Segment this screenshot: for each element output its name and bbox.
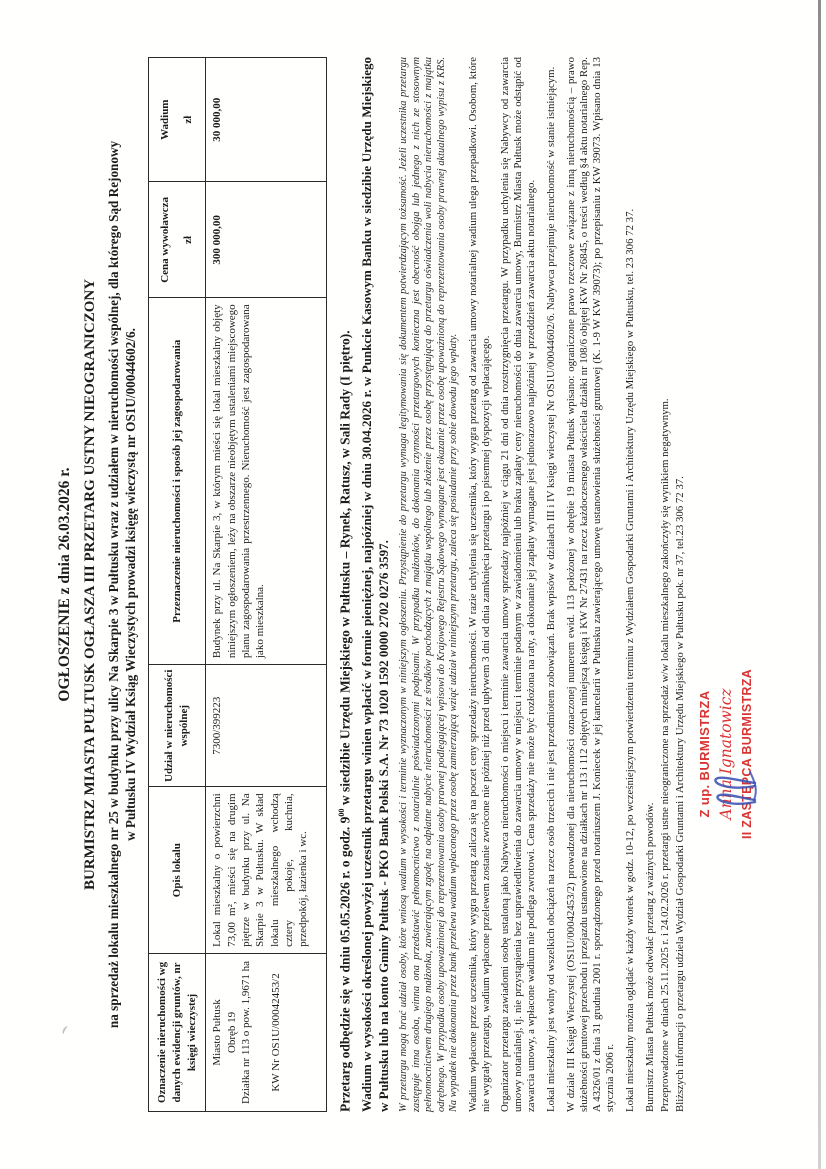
paragraph-land-register-entry: W dziale III Księgi Wieczystej (OS1U/00042453/2) prowadzonej dla nieruchomości oznaczonej numerem ewid. 113 położonej w obrębie 19 miasta Pułtusk wpisano: ograniczone prawo rzeczowe związane z inną nieruchomością – prawo służebności gruntowej przechodu i przejazdu ustanowione na działkach nr 113 i 112 objętych niniejszą księgą i KW Nr 27431 na rzecz każdoczesnego właściciela działki nr 108/6 objętej KW Nr 26845, o treści według §4 aktu notarialnego Rep. A 4326/01 z dnia 31 grudnia 2001 r. sporządzonego przed notariuszem J. Koniecek w jej kancelarii w Pułtusku zawierającego umowę ustanowienia służebności gruntowej (K. 1-9 W KW 39073); po przepisaniu z KW 39073. Wpisano dnia 13 stycznia 2006 r.: [565, 57, 617, 1112]
paragraph-previous-auctions: Przeprowadzone w dniach 25.11.2025 r. i 24.02.2026 r. przetargi ustne nieograniczone na sprzedaż w/w lokalu mieszkalnego zakończyły się wynikiem negatywnym.: [658, 398, 671, 1112]
paragraph-participation-rules: W przetargu mogą brać udział osoby, które wniosą wadium w wysokości i terminie wyznaczonym w niniejszym ogłoszeniu. Przystąpienie do przetargu wymaga legitymowania się dokumentem potwierdzającym tożsamość. Jeżeli uczestnika przetargu zastępuje inna osoba, winna ona przedstawić pełnomocnictwo z notarialnie poświadczonymi podpisami. W przypadku małżonków, do dokonania czynności przetargowych konieczna jest obecność obojga lub jednego z nich ze stosownym pełnomocnictwem drugiego małżonka, zawierającym zgodę na odpłatne nabycie nieruchomości ze środków pochodzących z majątku wspólnego lub złożenie przez osobę przystępującą do przetargu oświadczenia woli nabycia nieruchomości z majątku odrębnego. W przypadku osoby upoważnionej do reprezentowania osoby prawnej podlegającej wpisowi do Krajowego Rejestru Sądowego wymagane jest okazanie przez osobę upoważnioną do reprezentowania osoby prawnej aktualnego wypisu z KRS. Na wypadek nie dokonania przez bank przelewu wadium wpłaconego przez osobę zamierzającą wziąć udział w niniejszym przetargu, zaleca się posiadanie przy sobie dowodu jego wpłaty.: [398, 57, 460, 1112]
paragraph-wadium-settlement: Wadium wpłacone przez uczestnika, który wygra przetarg zalicza się na poczet ceny sprzedaży nieruchomości. W razie uchylenia się uczestnika, który wygra przetarg od zawarcia umowy notarialnej wadium ulega przepadkowi. Osobom, które nie wygrały przetargu, wadium wpłacone przelewem zostanie zwrócone nie później niż przed upływem 3 dni od dnia zamknięcia przetargu i po pisemnej dyspozycji wpłacającego.: [466, 57, 492, 1112]
announcement-body: [337, 57, 687, 1112]
oznaczenie-line: Obręb 19: [225, 1011, 238, 1054]
header-przeznaczenie: Przeznaczenie nieruchomości i sposób jej zagospodarowania: [149, 298, 206, 665]
auction-hour-superscript: 00: [337, 808, 347, 817]
header-cena: [149, 182, 206, 298]
cell-wadium: 30 000,00: [206, 58, 327, 182]
table-header-row: [149, 58, 206, 1112]
header-oznaczenie: Oznaczenie nieruchomości wg danych ewidencji gruntów, nr księgi wieczystej: [149, 953, 206, 1111]
oznaczenie-kw-number: KW Nr OS1U/00042453/2: [270, 973, 283, 1092]
paragraph-wadium-payment: Wadium w wysokości określonej powyżej uczestnik przetargu winien wpłacić w formie pieniężnej, najpóźniej w dniu 30.04.2026 r. w Punkcie Kasowym Banku w siedzibie Urzędu Miejskiego w Pułtusku lub na konto Gminy Pułtusk - PKO Bank Polski S.A. Nr 73 1020 1592 0000 2702 0276 3597.: [358, 57, 391, 1112]
cell-przeznaczenie: Budynek przy ul. Na Skarpie 3, w którym mieści się lokal mieszkalny objęty niniejszym ogłoszeniem, leży na obszarze nieobjętym ustaleniami miejscowego planu zagospodarowania przestrzennego. Nieruchomość jest zagospodarowana jako mieszkalna.: [206, 298, 327, 665]
table-row: [206, 58, 327, 1112]
header-cena-label: Cena wywoławcza: [159, 196, 172, 283]
announcement-date-line: OGŁOSZENIE z dnia 26.03.2026 r.: [56, 467, 73, 702]
announcement-subject-line: na sprzedaż lokalu mieszkalnego nr 25 w budynku przy ulicy Na Skarpie 3 w Pułtusku wraz z udziałem w nieruchomości wspólnej, dla którego Sąd Rejonowy: [106, 140, 121, 1029]
auction-place-text: w siedzibie Urzędu Miejskiego w Pułtusku – Rynek, Ratusz, w Sali Rady (I piętro).: [337, 330, 353, 809]
paragraph-contract-terms: Organizator przetargu zawiadomi osobę ustaloną jako Nabywca nieruchomości o miejscu i terminie zawarcia umowy sprzedaży najpóźniej w ciągu 21 dni od dnia rozstrzygnięcia przetargu. W przypadku uchylenia się Nabywcy od zawarcia umowy notarialnej, tj. nie przystąpienia bez usprawiedliwienia do zawarcia umowy w miejscu i terminie podanym w zawiadomieniu lub braku zapłaty ceny nieruchomości do dnia zawarcia umowy, Burmistrz Miasta Pułtusk może odstąpić od zawarcia umowy, a wpłacone wadium nie podlega zwrotowi. Cena sprzedaży nie może być rozłożona na raty, a dokonanie jej zapłaty wymagane jest jednorazowo najpóźniej w przeddzień zawarcia aktu notarialnego.: [499, 57, 538, 1112]
paragraph-viewing-times: Lokal mieszkalny można oglądać w każdy wtorek w godz. 10-12, po wcześniejszym potwierdzeniu terminu z Wydziałem Gospodarki Gruntami i Architektury Urzędu Miejskiego w Pułtusku, tel. 23 306 72 37.: [624, 208, 637, 1112]
cell-udzial: 7300/399223: [206, 665, 327, 787]
signature-title: II ZASTĘPCA BURMISTRZA: [739, 668, 754, 840]
oznaczenie-line: Działka nr 113 o pow. 1,9671 ha: [239, 960, 252, 1104]
announcement-headline: BURMISTRZ MIASTA PUŁTUSK OGŁASZA III PRZETARG USTNY NIEOGRANICZONY: [82, 278, 98, 891]
header-udzial: Udział w nieruchomości wspólnej: [149, 665, 206, 787]
signature-name: Anna Ignatowicz: [716, 688, 735, 820]
cell-opis-lokalu: Lokal mieszkalny o powierzchni 73,00 m², mieści się na drugim piętrze w budynku przy ul. Na Skarpie 3 w Pułtusku. W skład lokalu mieszkalnego wchodzą cztery pokoje, kuchnia, przedpokój, łazienka i wc.: [206, 787, 327, 954]
paragraph-cancellation-right: Burmistrz Miasta Pułtusk może odwołać przetarg z ważnych powodów.: [644, 802, 657, 1112]
cell-oznaczenie: [206, 953, 327, 1111]
header-wadium: [149, 58, 206, 182]
oznaczenie-line: Miasto Pułtusk: [211, 999, 224, 1066]
paragraph-auction-date: [337, 57, 354, 1112]
scan-page-edge-shadow: [818, 0, 821, 1169]
paragraph-more-information: Bliższych informacji o przetargu udziela Wydział Gospodarki Gruntami i Architektury Urzędu Miejskiego w Pułtusku pok. nr 37, tel.23 306 72 37.: [673, 476, 686, 1112]
cell-cena-wywolawcza: 300 000,00: [206, 182, 327, 298]
property-table: [148, 57, 327, 1112]
auction-date-text: Przetarg odbędzie się w dniu 05.05.2026 r. o godz. 9: [337, 816, 353, 1112]
header-opis: Opis lokalu: [149, 787, 206, 954]
header-wadium-unit: zł: [182, 115, 195, 124]
announcement-register-line: w Pułtusku IV Wydział Ksiąg Wieczystych prowadzi księgę wieczystą nr OS1U/00044602/6.: [123, 328, 139, 841]
header-cena-unit: zł: [182, 235, 195, 244]
paragraph-encumbrances: Lokal mieszkalny jest wolny od wszelkich obciążeń na rzecz osób trzecich i nie jest przedmiotem zobowiązań. Brak wpisów w działach III i IV księgi wieczystej Nr OS1U/00044602/6. Nabywca przejmuje nieruchomość w stanie istniejącym.: [545, 66, 558, 1112]
header-wadium-label: Wadium: [159, 99, 172, 140]
signature-block: [697, 644, 754, 864]
signature-authorization: Z up. BURMISTRZA: [696, 690, 712, 818]
